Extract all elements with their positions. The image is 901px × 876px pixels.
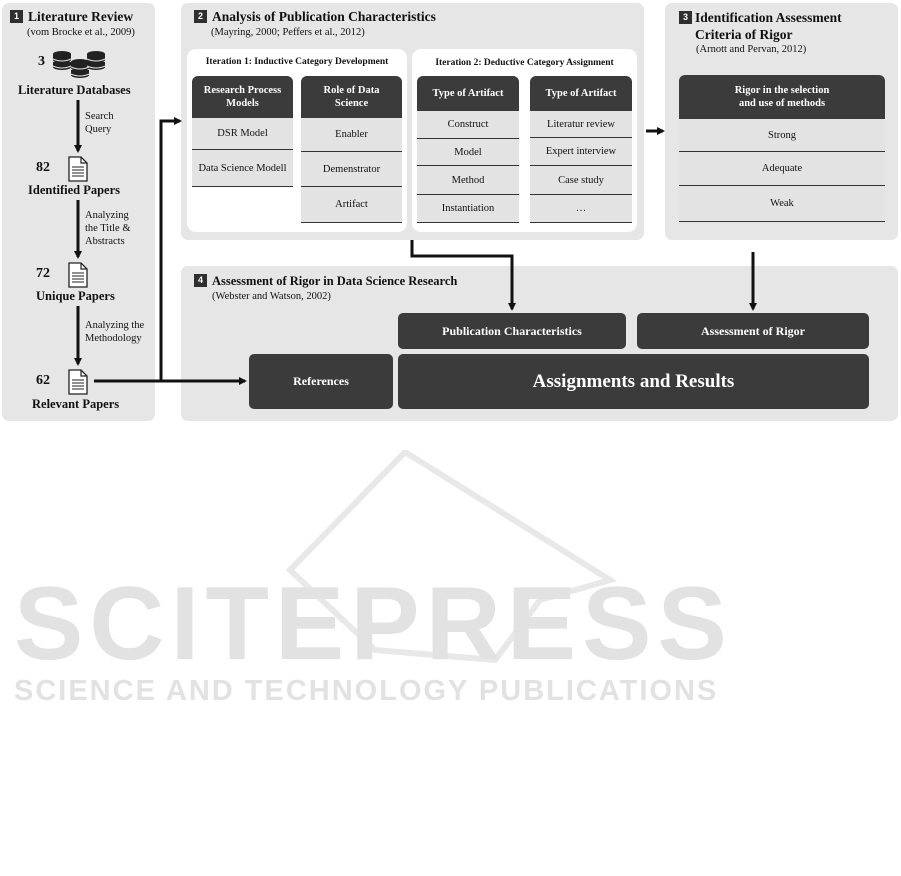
- cell-instantiation: Instantiation: [417, 195, 519, 223]
- panel2-citation: (Mayring, 2000; Peffers et al., 2012): [211, 27, 365, 38]
- panel4-citation: (Webster and Watson, 2002): [212, 291, 331, 302]
- cell-data-science-modell: Data Science Modell: [192, 150, 293, 187]
- cell-construct: Construct: [417, 111, 519, 139]
- panel3-title: 3 Identification Assessment Criteria of Rigor: [679, 9, 842, 43]
- cell-method: Method: [417, 166, 519, 195]
- relevant-label: Relevant Papers: [32, 397, 120, 411]
- cell-enabler: Enabler: [301, 118, 402, 152]
- rigor-methods-head: Rigor in the selection and use of methods: [679, 75, 885, 119]
- unique-label: Unique Papers: [36, 289, 115, 303]
- assignments-results-box: Assignments and Results: [398, 354, 869, 409]
- relevant-count: 62: [36, 373, 50, 388]
- step2-line3: Abstracts: [85, 236, 125, 247]
- panel1-citation: (vom Brocke et al., 2009): [27, 27, 135, 38]
- iteration1-title: Iteration 1: Inductive Category Development: [205, 57, 389, 67]
- panel3-number: 3: [679, 11, 692, 24]
- cell-model: Model: [417, 139, 519, 166]
- cell-artifact: Artifact: [301, 187, 402, 223]
- cell-strong: Strong: [679, 119, 885, 152]
- panel2-title: 2 Analysis of Publication Characteristics: [194, 9, 436, 25]
- step1-line2: Query: [85, 124, 112, 135]
- cell-adequate: Adequate: [679, 152, 885, 186]
- database-count: 3: [38, 54, 45, 69]
- references-box: References: [249, 354, 393, 409]
- panel3-citation: (Arnott and Pervan, 2012): [696, 44, 807, 55]
- column-head-type-of-artifact: Type of Artifact: [417, 76, 519, 111]
- panel4-number: 4: [194, 274, 207, 287]
- column-head-role-of-data-science: Role of Data Science: [301, 76, 402, 118]
- panel1-number: 1: [10, 10, 23, 23]
- iteration2-title: Iteration 2: Deductive Category Assignment: [435, 58, 614, 68]
- step3-line2: Methodology: [85, 333, 142, 344]
- cell-weak: Weak: [679, 186, 885, 222]
- step2-line1: Analyzing: [85, 210, 129, 221]
- unique-count: 72: [36, 266, 50, 281]
- step3-line1: Analyzing the: [85, 320, 145, 331]
- watermark-title: SCITEPRESS: [14, 566, 733, 682]
- publication-characteristics-box: Publication Characteristics: [398, 313, 626, 349]
- cell-case-study: Case study: [530, 166, 632, 195]
- column-head-type-of-artifact: Type of Artifact: [530, 76, 632, 111]
- assessment-of-rigor-box: Assessment of Rigor: [637, 313, 869, 349]
- step1-line1: Search: [85, 111, 114, 122]
- column-head-research-process-models: Research Process Models: [192, 76, 293, 118]
- watermark-subtitle: SCIENCE AND TECHNOLOGY PUBLICATIONS: [14, 675, 719, 707]
- identified-label: Identified Papers: [28, 183, 121, 197]
- flow-arrows: [0, 0, 901, 430]
- cell-expert-interview: Expert interview: [530, 138, 632, 166]
- cell-ellipsis: …: [530, 195, 632, 223]
- identified-count: 82: [36, 160, 50, 175]
- cell-literature-review: Literatur review: [530, 111, 632, 138]
- databases-label: Literature Databases: [18, 83, 131, 97]
- panel1-title: 1 Literature Review: [10, 9, 133, 25]
- panel2-number: 2: [194, 10, 207, 23]
- cell-demenstrator: Demenstrator: [301, 152, 402, 187]
- step2-line2: the Title &: [85, 223, 131, 234]
- panel4-title: 4 Assessment of Rigor in Data Science Research: [194, 274, 457, 289]
- cell-dsr-model: DSR Model: [192, 118, 293, 150]
